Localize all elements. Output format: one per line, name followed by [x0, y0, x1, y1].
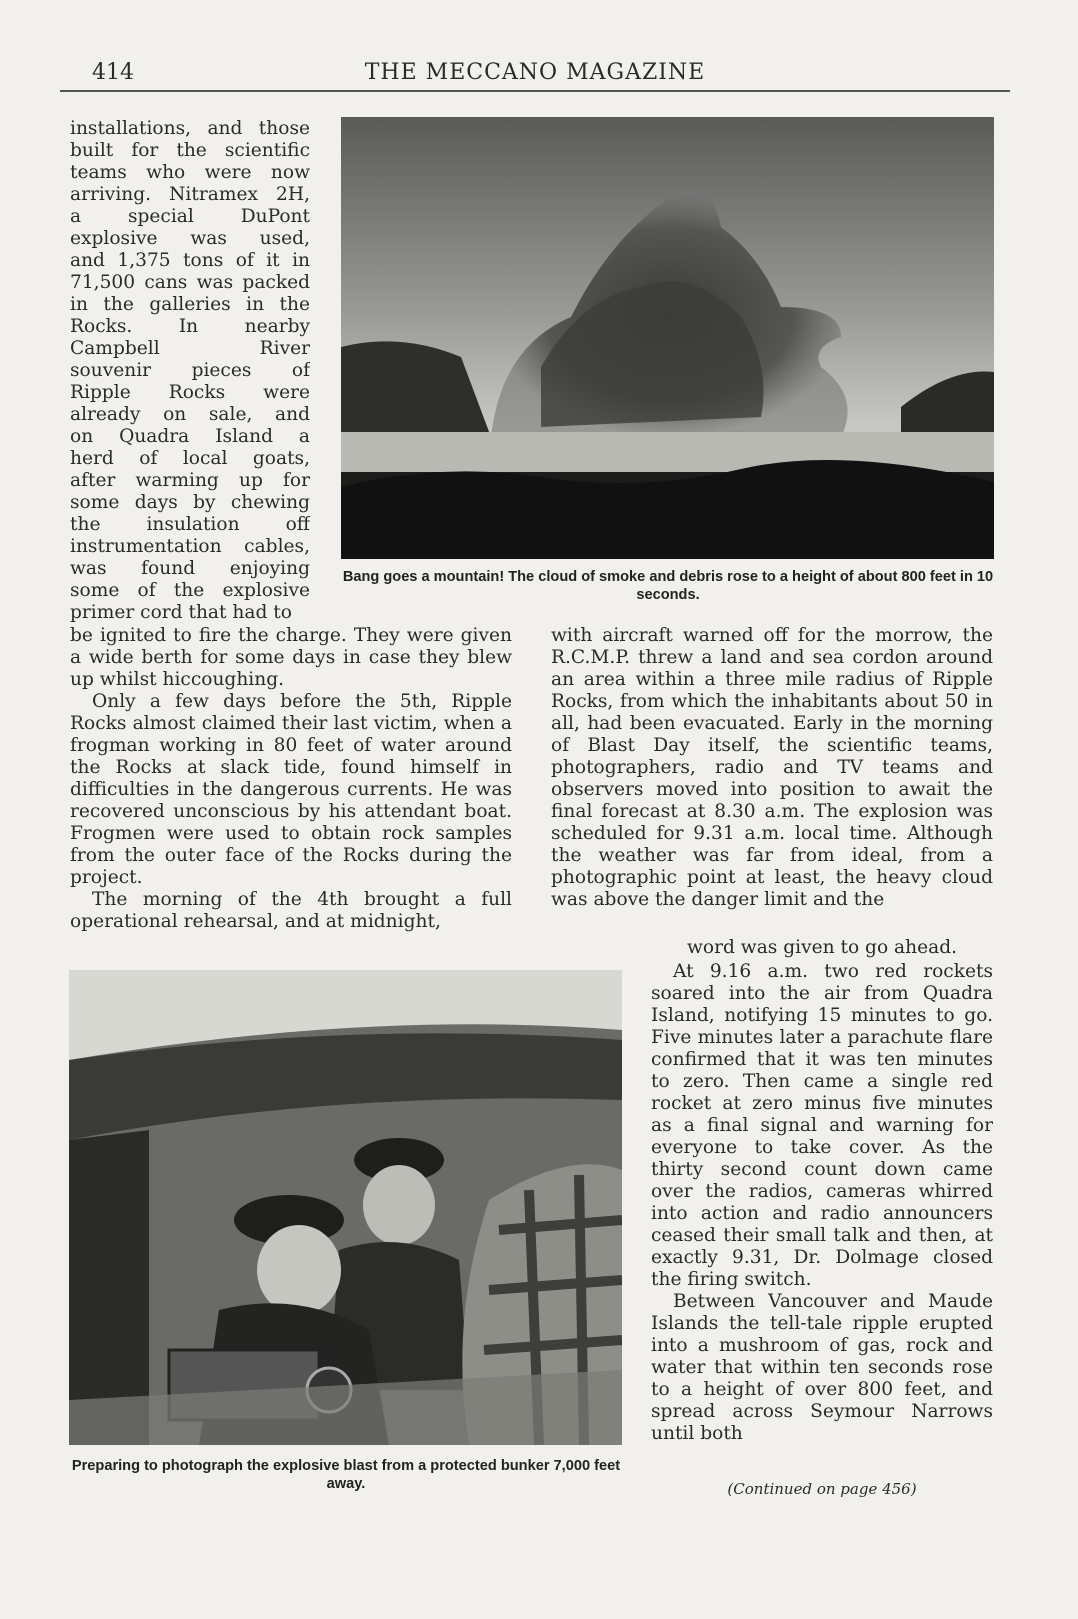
bunker-caption: Preparing to photograph the explosive blast from a protected bunker 7,000 feet away. — [71, 1458, 621, 1492]
narrow-column — [70, 118, 310, 624]
narrow-column-line: explosive was used, — [70, 228, 310, 249]
bunker-image — [69, 970, 622, 1445]
narrow-column-line: the insulation off — [70, 514, 310, 535]
narrow-column-line: souvenir pieces of — [70, 360, 310, 381]
narrow-column-line: was found enjoying — [70, 558, 310, 579]
continued-note: (Continued on page 456) — [727, 1480, 917, 1498]
column-a-lower — [70, 625, 512, 933]
narrow-column-line: installations, and those — [70, 118, 310, 139]
narrow-column-line: some days by chewing — [70, 492, 310, 513]
narrow-column-line: primer cord that had to — [70, 602, 292, 623]
explosion-photo — [341, 117, 994, 559]
narrow-column-line: and 1,375 tons of it in — [70, 250, 310, 271]
narrow-column-line: Campbell River — [70, 338, 310, 359]
narrow-column-line: teams who were now — [70, 162, 310, 183]
narrow-column-line: in the galleries in the — [70, 294, 310, 315]
narrow-column-line: instrumentation cables, — [70, 536, 310, 557]
narrow-column-line: built for the scientific — [70, 140, 310, 161]
page-number: 414 — [92, 60, 134, 85]
col-c-paragraph-2: Between Vancouver and Maude Islands the tell-tale ripple erupted into a mushroom of gas, rock and water that within ten seconds rose to a height of over 800 feet, and spread across Seymour Narrows until both — [651, 1291, 993, 1444]
narrow-column-line: some of the explosive — [70, 580, 310, 601]
column-b-end — [651, 937, 993, 959]
column-c — [651, 961, 993, 1445]
narrow-column-line: Ripple Rocks were — [70, 382, 310, 403]
col-b-paragraph-1: with aircraft warned off for the morrow, the R.C.M.P. threw a land and sea cordon around an area within a three mile radius of Ripple Rocks, from which the inhabitants about 50 in all, had been evacuated. Early in the morning of Blast Day itself, the scientific teams, photographers, radio and TV teams and observers moved into position to await the final forecast at 8.30 a.m. The explosion was scheduled for 9.31 a.m. local time. Although the weather was far from ideal, from a photographic point at least, the heavy cloud was above the danger limit and the — [551, 625, 993, 910]
explosion-image — [341, 117, 994, 559]
col-b-paragraph-1-end: word was given to go ahead. — [686, 937, 958, 958]
col-a-paragraph-3: The morning of the 4th brought a full operational rehearsal, and at midnight, — [70, 889, 512, 932]
col-a-paragraph-1-end: be ignited to fire the charge. They were given a wide berth for some days in case they blew up whilst hiccoughing. — [70, 625, 512, 690]
col-c-paragraph-1: At 9.16 a.m. two red rockets soared into the air from Quadra Island, notifying 15 minutes to go. Five minutes later a parachute flare confirmed that it was ten minutes to zero. Then came a single red rocket at zero minus five minutes as a final signal and warning for everyone to take cover. As the thirty second count down came over the radios, cameras whirred into action and radio announcers ceased their small talk and then, at exactly 9.31, Dr. Dolmage closed the firing switch. — [651, 961, 993, 1290]
narrow-column-line: 71,500 cans was packed — [70, 272, 310, 293]
narrow-column-line: already on sale, and — [70, 404, 310, 425]
narrow-column-line: after warming up for — [70, 470, 310, 491]
narrow-column-line: arriving. Nitramex 2H, — [70, 184, 310, 205]
narrow-column-line: on Quadra Island a — [70, 426, 310, 447]
bunker-photo — [69, 970, 622, 1445]
narrow-column-line: Rocks. In nearby — [70, 316, 310, 337]
narrow-column-line: herd of local goats, — [70, 448, 310, 469]
narrow-column-line: a special DuPont — [70, 206, 310, 227]
page-header — [60, 60, 1010, 92]
col-a-paragraph-2: Only a few days before the 5th, Ripple Rocks almost claimed their last victim, when a frogman working in 80 feet of water around the Rocks at slack tide, found himself in difficulties in the dangerous currents. He was recovered unconscious by his attendant boat. Frogmen were used to obtain rock samples from the outer face of the Rocks during the project. — [70, 691, 512, 888]
explosion-caption: Bang goes a mountain! The cloud of smoke and debris rose to a height of about 800 feet in 10 seconds. — [342, 569, 994, 603]
magazine-title: THE MECCANO MAGAZINE — [364, 60, 706, 85]
column-b — [551, 625, 993, 911]
